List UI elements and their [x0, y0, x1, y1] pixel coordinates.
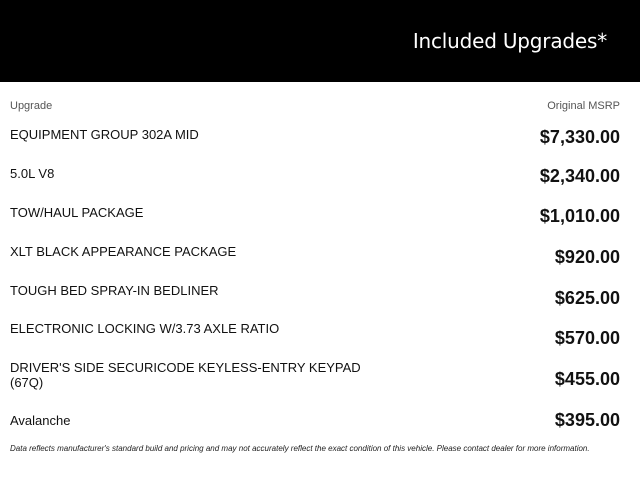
- upgrade-name: EQUIPMENT GROUP 302A MID: [10, 127, 199, 142]
- upgrade-name: ELECTRONIC LOCKING W/3.73 AXLE RATIO: [10, 321, 280, 336]
- upgrade-price: $1,010.00: [539, 206, 620, 226]
- upgrade-name: 5.0L V8: [10, 166, 55, 181]
- disclaimer-text: Data reflects manufacturer's standard build and pricing and may not accurately reflect the exact condition of this vehicle. Please contact dealer for more information.: [10, 444, 590, 453]
- column-header-msrp: Original MSRP: [547, 100, 620, 112]
- upgrade-price: $625.00: [554, 288, 620, 308]
- upgrade-name: DRIVER'S SIDE SECURICODE KEYLESS-ENTRY KEYPAD (67Q): [10, 360, 361, 390]
- header-banner: [0, 0, 640, 82]
- column-header-upgrade: Upgrade: [10, 100, 53, 112]
- upgrade-name: TOUGH BED SPRAY-IN BEDLINER: [10, 283, 219, 298]
- upgrade-price: $455.00: [554, 369, 620, 389]
- upgrade-price: $7,330.00: [539, 127, 620, 147]
- upgrade-name: Avalanche: [10, 413, 71, 428]
- upgrade-price: $570.00: [554, 328, 620, 348]
- upgrade-name: XLT BLACK APPEARANCE PACKAGE: [10, 244, 237, 259]
- upgrade-price: $920.00: [554, 247, 620, 267]
- upgrade-name: TOW/HAUL PACKAGE: [10, 205, 144, 220]
- upgrade-price: $395.00: [554, 410, 620, 430]
- page-title: Included Upgrades*: [412, 29, 607, 53]
- upgrade-price: $2,340.00: [539, 166, 620, 186]
